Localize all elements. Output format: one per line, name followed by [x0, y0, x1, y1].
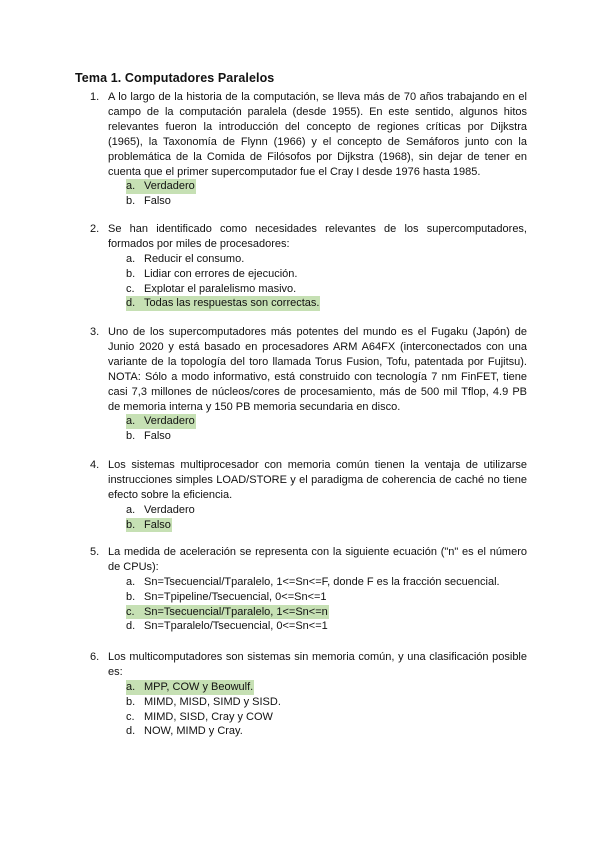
question-number: 5.: [90, 546, 100, 558]
question-text: [108, 545, 527, 575]
question-text-line: Los multicomputadores son sistemas sin memoria común, y una clasificación posible: [108, 651, 527, 663]
option-text: Verdadero: [144, 503, 195, 516]
option-text: MIMD, SISD, Cray y COW: [144, 710, 273, 723]
option-text: NOW, MIMD y Cray.: [144, 725, 243, 738]
page-title: Tema 1. Computadores Paralelos: [75, 71, 275, 85]
option-text: Sn=Tsecuencial/Tparalelo, 1<=Sn<=F, donde F es la fracción secuencial.: [144, 575, 500, 588]
option-text: MIMD, MISD, SIMD y SISD.: [144, 695, 281, 708]
option-letter: b.: [126, 695, 136, 708]
question-text-line: Se han identificado como necesidades relevantes de los supercomputadores,: [108, 223, 527, 235]
option-text: Falso: [144, 195, 171, 208]
option-letter: b.: [126, 430, 136, 443]
question-text-line: efecto sobre la eficiencia.: [108, 488, 233, 501]
option-text: Falso: [144, 518, 171, 531]
option-letter: b.: [126, 195, 136, 208]
question-number: 6.: [90, 651, 100, 663]
question-number: 4.: [90, 459, 100, 471]
option-text: Sn=Tparalelo/Tsecuencial, 0<=Sn<=1: [144, 620, 328, 633]
question-text-line: de memoria interna y 150 PB memoria secundaria en disco.: [108, 400, 401, 413]
question-text-line: (1965), la Taxonomía de Flynn (1966) y el concepto de Semáforos junto con la: [108, 135, 527, 148]
option-letter: c.: [126, 710, 135, 723]
question-text-line: formados por miles de procesadores:: [108, 237, 290, 250]
option-text: Sn=Tpipeline/Tsecuencial, 0<=Sn<=1: [144, 590, 327, 603]
question-text-line: relevantes fueron la introducción del concepto de regiones críticas por Dijkstra: [108, 120, 527, 133]
option-text: Verdadero: [144, 415, 195, 428]
question-number: 1.: [90, 91, 100, 103]
option-text: Explotar el paralelismo masivo.: [144, 282, 297, 295]
question-text-line: Uno de los supercomputadores más potentes del mundo es el Fugaku (Japón) de: [108, 326, 527, 338]
option-text: Sn=Tsecuencial/Tparalelo, 1<=Sn<=n: [144, 605, 328, 618]
question-text: [108, 458, 527, 503]
question-text-line: La medida de aceleración se representa con la siguiente ecuación ("n" es el número: [108, 546, 527, 558]
question-text-line: casi 7,3 millones de núcleos/cores de procesamiento, más de 500 mil Tflop, 4.9 PB: [108, 385, 527, 398]
option-letter: c.: [126, 605, 144, 620]
question-text-line: Los sistemas multiprocesador con memoria común tienen la ventaja de utilizarse: [108, 459, 527, 471]
option-letter: b.: [126, 518, 144, 533]
question-number: 3.: [90, 326, 100, 338]
question-text: [108, 650, 527, 680]
question-number: 2.: [90, 223, 100, 235]
question-text-line: instrucciones simples LOAD/STORE y el paradigma de coherencia de caché no tiene: [108, 473, 527, 486]
question-text-line: Junio 2020 y está basado en procesadores ARM A64FX (interconectados con una: [108, 340, 527, 353]
option-letter: b.: [126, 267, 136, 280]
option-letter: a.: [126, 414, 144, 429]
option-letter: a.: [126, 680, 144, 695]
option-text: Lidiar con errores de ejecución.: [144, 267, 298, 280]
question-text-line: de CPUs):: [108, 560, 159, 573]
option-letter: a.: [126, 575, 136, 588]
question-text-line: A lo largo de la historia de la computación, se lleva más de 70 años trabajando en el: [108, 91, 527, 103]
option-letter: a.: [126, 252, 136, 265]
option-text: Falso: [144, 430, 171, 443]
question-text: [108, 90, 527, 179]
option-letter: d.: [126, 725, 136, 738]
option-letter: c.: [126, 282, 135, 295]
question-text-line: NOTA: Sólo a modo informativo, está construido con tecnología 7 nm FinFET, tiene: [108, 370, 527, 383]
question-text-line: problemática de la Comida de Filósofos por Dijkstra (1968), sin dejar de tener en: [108, 150, 527, 163]
option-letter: d.: [126, 620, 136, 633]
option-text: MPP, COW y Beowulf.: [144, 680, 254, 693]
question-text: [108, 222, 527, 252]
option-text: Verdadero: [144, 180, 195, 193]
option-letter: b.: [126, 590, 136, 603]
question-text-line: variante de la topología del toro llamada Torus Fusion, Tofu, patentada por Fujitsu).: [108, 355, 527, 368]
question-text-line: es:: [108, 665, 123, 678]
question-text-line: cuenta que el primer supercomputador fue el Cray I desde 1976 hasta 1985.: [108, 165, 481, 178]
option-text: Reducir el consumo.: [144, 252, 245, 265]
question-text: [108, 325, 527, 414]
option-letter: d.: [126, 296, 144, 311]
option-letter: a.: [126, 503, 136, 516]
question-text-line: campo de la computación paralela (desde 1955). En este sentido, algunos hitos: [108, 105, 527, 118]
option-letter: a.: [126, 179, 144, 194]
option-text: Todas las respuestas son correctas.: [144, 297, 320, 310]
